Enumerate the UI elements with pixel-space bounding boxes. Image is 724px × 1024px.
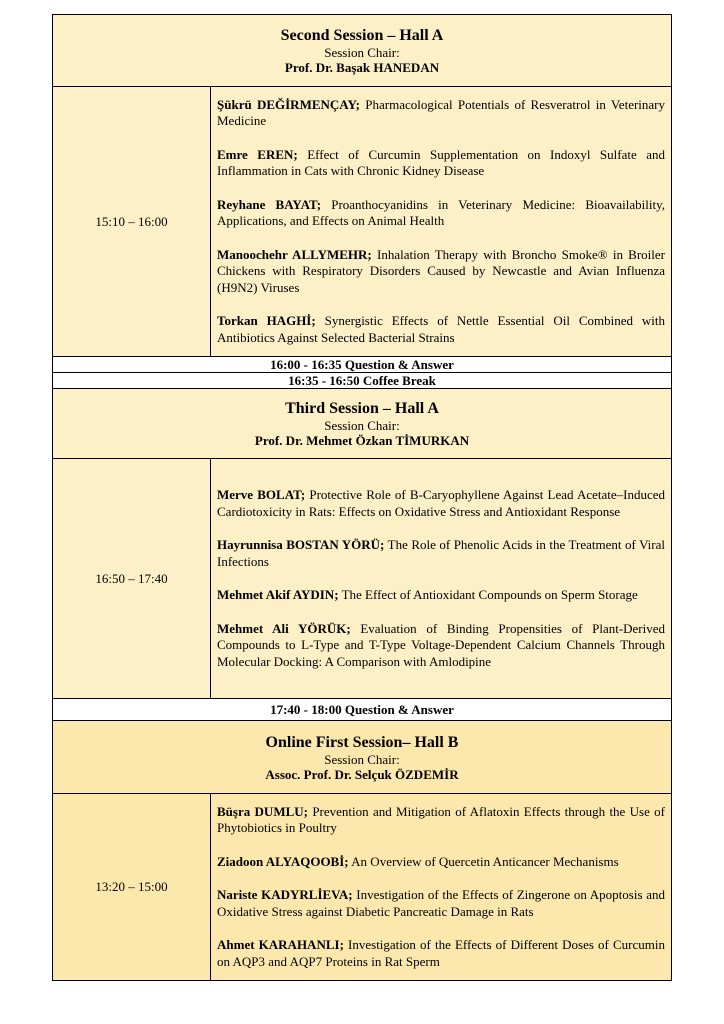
talk-entry	[211, 587, 671, 604]
talk-author: Nariste KADYRLİEVA;	[217, 887, 353, 903]
talk-entry	[211, 313, 671, 346]
session-title: Online First Session– Hall B	[265, 733, 459, 751]
talk-author: Torkan HAGHİ;	[217, 313, 316, 329]
talk-entry	[211, 147, 671, 180]
session-header-row	[53, 15, 672, 87]
talk-entry	[211, 197, 671, 230]
session-time: 15:10 – 16:00	[53, 87, 211, 357]
session-talks	[211, 794, 672, 981]
qa-row	[53, 357, 672, 373]
session-title: Third Session – Hall A	[285, 400, 439, 417]
talk-title: Evaluation of Binding Propensities of Plant-Derived Compounds to L-Type and T-Type Voltage-Dependent Calcium Channels Through Molecular Docking: A Comparison with Amlodipine	[217, 620, 666, 669]
coffee-break-slot: 16:35 - 16:50 Coffee Break	[53, 373, 672, 389]
talk-author: Emre EREN;	[217, 146, 298, 162]
qa-row	[53, 699, 672, 721]
talk-author: Merve BOLAT;	[217, 487, 306, 502]
talk-title: Synergistic Effects of Nettle Essential Oil Combined with Antibiotics Against Selected Bacterial Strains	[217, 313, 666, 345]
talk-title: Inhalation Therapy with Broncho Smoke® in Broiler Chickens with Respiratory Disorders Caused by Newcastle and Avian Influenza (H9N2) Viruses	[217, 246, 666, 295]
talk-author: Ahmet KARAHANLI;	[217, 937, 344, 953]
talk-author: Ziadoon ALYAQOOBİ;	[217, 853, 349, 869]
talk-entry	[211, 621, 671, 671]
session-talks	[211, 87, 672, 357]
talk-entry	[211, 937, 671, 970]
talk-entry	[211, 804, 671, 837]
question-answer-slot: 17:40 - 18:00 Question & Answer	[53, 699, 672, 721]
coffee-row	[53, 373, 672, 389]
session-talks-row	[53, 87, 672, 357]
talk-author: Mehmet Ali YÖRÜK;	[217, 620, 351, 636]
talk-title: Effect of Curcumin Supplementation on Indoxyl Sulfate and Inflammation in Cats with Chronic Kidney Disease	[217, 146, 665, 179]
session-time: 16:50 – 17:40	[53, 459, 211, 699]
talk-entry	[211, 887, 671, 920]
session-chair: Prof. Dr. Mehmet Özkan TİMURKAN	[254, 433, 470, 448]
session-chair: Assoc. Prof. Dr. Selçuk ÖZDEMİR	[265, 766, 459, 782]
session-header-row	[53, 389, 672, 459]
talk-author: Büşra DUMLU;	[217, 803, 308, 819]
talk-author: Şükrü DEĞİRMENÇAY;	[217, 96, 361, 112]
talk-entry	[211, 247, 671, 297]
session-header-row	[53, 721, 672, 794]
talk-entry	[211, 97, 671, 130]
session-title: Second Session – Hall A	[280, 27, 444, 44]
talk-author: Reyhane BAYAT;	[217, 196, 322, 212]
schedule-table	[52, 14, 672, 981]
session-chair-label: Session Chair:	[324, 418, 400, 433]
talk-title: Prevention and Mitigation of Aflatoxin Effects through the Use of Phytobiotics in Poultry	[217, 803, 665, 836]
session-talks	[211, 459, 672, 699]
talk-title: Investigation of the Effects of Zingerone on Apoptosis and Oxidative Stress against Diabetic Pancreatic Damage in Rats	[217, 887, 665, 919]
talk-author: Manoochehr ALLYMEHR;	[217, 246, 372, 262]
talk-title: Protective Role of Β-Caryophyllene Against Lead Acetate–Induced Cardiotoxicity in Rats: Effects on Oxidative Stress and Antioxidant Response	[217, 487, 666, 519]
session-header	[53, 389, 672, 459]
talk-title: An Overview of Quercetin Anticancer Mechanisms	[351, 853, 619, 869]
talk-author: Mehmet Akif AYDIN;	[217, 587, 339, 602]
talk-title: Proanthocyanidins in Veterinary Medicine: Bioavailability, Applications, and Effects on Animal Health	[217, 196, 665, 229]
talk-entry	[211, 854, 671, 871]
talk-title: The Effect of Antioxidant Compounds on Sperm Storage	[341, 587, 638, 602]
talk-title: Investigation of the Effects of Different Doses of Curcumin on AQP3 and AQP7 Proteins in Rat Sperm	[217, 937, 666, 969]
session-header	[53, 721, 672, 794]
session-talks-row	[53, 794, 672, 981]
talk-title: Pharmacological Potentials of Resveratrol in Veterinary Medicine	[217, 96, 665, 129]
talk-title: The Role of Phenolic Acids in the Treatment of Viral Infections	[217, 537, 665, 569]
session-chair-label: Session Chair:	[324, 751, 400, 767]
talk-entry	[211, 537, 671, 570]
session-header	[53, 15, 672, 87]
session-chair-label: Session Chair:	[324, 45, 400, 60]
talk-entry	[211, 487, 671, 520]
question-answer-slot: 16:00 - 16:35 Question & Answer	[53, 357, 672, 373]
session-talks-row	[53, 459, 672, 699]
session-chair: Prof. Dr. Başak HANEDAN	[284, 60, 440, 75]
talk-author: Hayrunnisa BOSTAN YÖRÜ;	[217, 537, 385, 552]
session-time: 13:20 – 15:00	[53, 794, 211, 981]
